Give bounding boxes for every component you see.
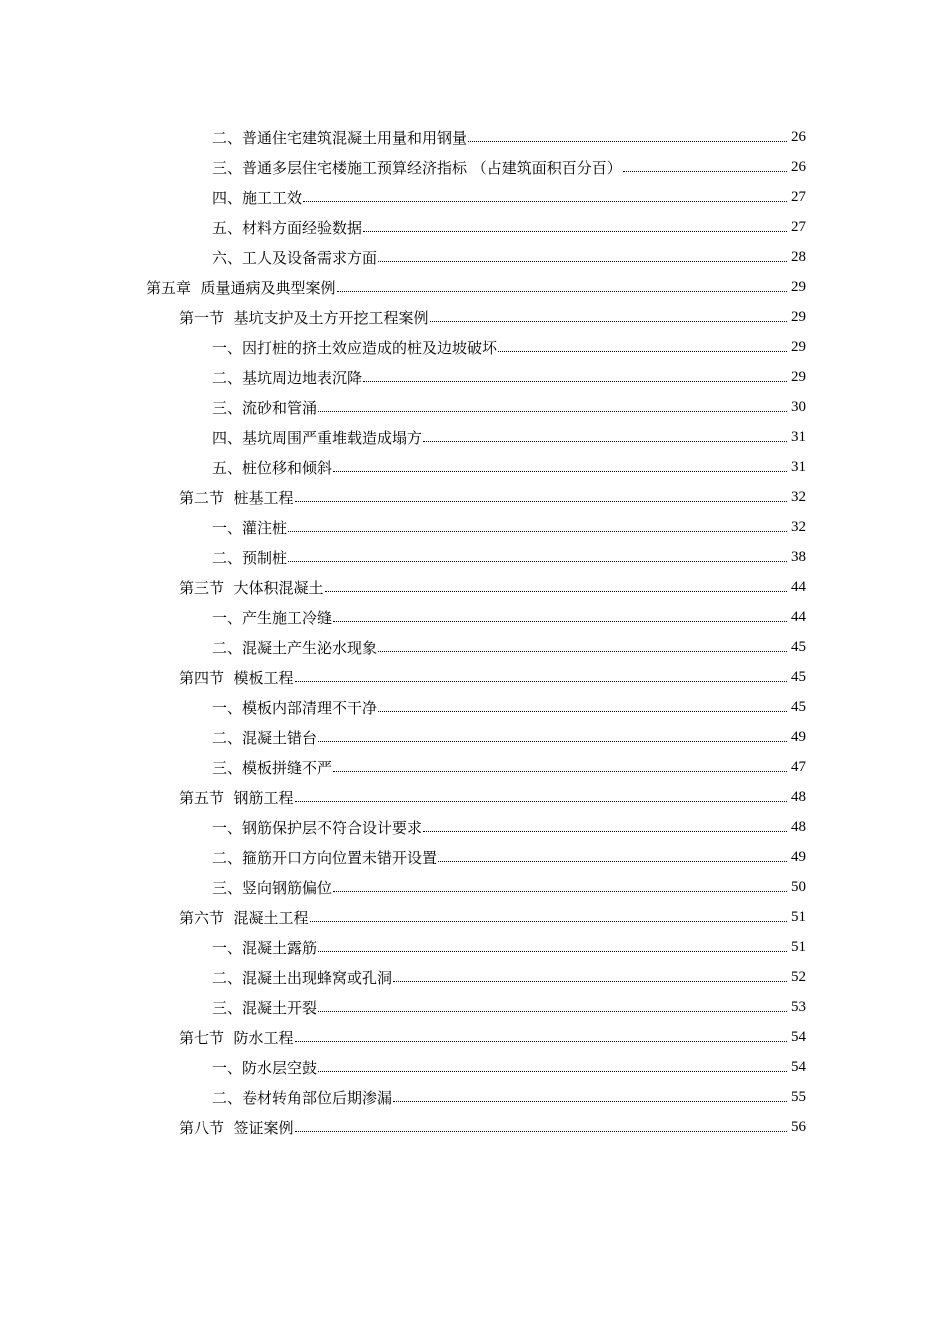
toc-subsection-entry[interactable] xyxy=(0,332,806,362)
toc-entry-title: 一、防水层空鼓 xyxy=(212,1058,318,1077)
toc-subsection-entry[interactable] xyxy=(0,182,806,212)
toc-section-entry[interactable] xyxy=(0,482,806,512)
toc-entry-title: 四、基坑周围严重堆载造成塌方 xyxy=(212,428,423,447)
toc-entry-title: 二、基坑周边地表沉降 xyxy=(212,368,363,387)
toc-dot-leader xyxy=(318,996,787,1012)
toc-subsection-entry[interactable] xyxy=(0,1082,806,1112)
toc-subsection-entry[interactable] xyxy=(0,932,806,962)
toc-section-entry[interactable] xyxy=(0,1022,806,1052)
toc-dot-leader xyxy=(288,546,787,562)
toc-entry-title: 二、普通住宅建筑混凝土用量和用钢量 xyxy=(212,128,468,147)
toc-page-number: 32 xyxy=(791,518,806,535)
toc-subsection-entry[interactable] xyxy=(0,752,806,782)
toc-entry-title: 二、混凝土错台 xyxy=(212,728,318,747)
toc-subsection-entry[interactable] xyxy=(0,992,806,1022)
toc-entry-title: 五、材料方面经验数据 xyxy=(212,218,363,237)
toc-dot-leader xyxy=(378,696,787,712)
toc-page-number: 30 xyxy=(791,398,806,415)
toc-subsection-entry[interactable] xyxy=(0,812,806,842)
toc-section-entry[interactable] xyxy=(0,572,806,602)
toc-entry-title: 第五章 质量通病及典型案例 xyxy=(146,278,336,297)
toc-subsection-entry[interactable] xyxy=(0,152,806,182)
toc-subsection-entry[interactable] xyxy=(0,422,806,452)
toc-entry-title: 三、普通多层住宅楼施工预算经济指标 （占建筑面积百分百） xyxy=(212,158,622,177)
toc-page-number: 29 xyxy=(791,338,806,355)
toc-page-number: 32 xyxy=(791,488,806,505)
toc-page-number: 54 xyxy=(791,1058,806,1075)
toc-page-number: 28 xyxy=(791,248,806,265)
toc-entry-title: 一、钢筋保护层不符合设计要求 xyxy=(212,818,423,837)
toc-entry-title: 一、模板内部清理不干净 xyxy=(212,698,378,717)
toc-page-number: 45 xyxy=(791,698,806,715)
toc-page-number: 48 xyxy=(791,818,806,835)
toc-dot-leader xyxy=(310,906,787,922)
toc-dot-leader xyxy=(295,1026,787,1042)
toc-page-number: 45 xyxy=(791,638,806,655)
toc-dot-leader xyxy=(333,876,787,892)
toc-section-entry[interactable] xyxy=(0,782,806,812)
toc-subsection-entry[interactable] xyxy=(0,392,806,422)
toc-entry-title: 一、因打桩的挤土效应造成的桩及边坡破坏 xyxy=(212,338,498,357)
toc-entry-title: 四、施工工效 xyxy=(212,188,303,207)
toc-subsection-entry[interactable] xyxy=(0,512,806,542)
toc-dot-leader xyxy=(318,726,787,742)
toc-entry-title: 二、箍筋开口方向位置未错开设置 xyxy=(212,848,438,867)
toc-entry-title: 二、预制桩 xyxy=(212,548,288,567)
toc-entry-title: 六、工人及设备需求方面 xyxy=(212,248,378,267)
toc-entry-title: 三、流砂和管涌 xyxy=(212,398,318,417)
toc-dot-leader xyxy=(363,216,787,232)
toc-subsection-entry[interactable] xyxy=(0,692,806,722)
toc-entry-title: 第七节 防水工程 xyxy=(179,1028,294,1047)
toc-section-entry[interactable] xyxy=(0,662,806,692)
toc-page-number: 31 xyxy=(791,458,806,475)
toc-dot-leader xyxy=(423,816,787,832)
toc-entry-title: 五、桩位移和倾斜 xyxy=(212,458,333,477)
toc-dot-leader xyxy=(438,846,787,862)
toc-dot-leader xyxy=(393,1086,787,1102)
toc-subsection-entry[interactable] xyxy=(0,362,806,392)
toc-entry-title: 第八节 签证案例 xyxy=(179,1118,294,1137)
toc-page-number: 29 xyxy=(791,368,806,385)
toc-page-number: 29 xyxy=(791,308,806,325)
toc-dot-leader xyxy=(295,486,787,502)
toc-dot-leader xyxy=(498,336,787,352)
toc-page-number: 51 xyxy=(791,938,806,955)
toc-entry-title: 第一节 基坑支护及土方开挖工程案例 xyxy=(179,308,429,327)
toc-section-entry[interactable] xyxy=(0,1112,806,1142)
toc-subsection-entry[interactable] xyxy=(0,842,806,872)
toc-subsection-entry[interactable] xyxy=(0,632,806,662)
toc-entry-title: 第五节 钢筋工程 xyxy=(179,788,294,807)
toc-page-number: 45 xyxy=(791,668,806,685)
toc-dot-leader xyxy=(295,1116,787,1132)
toc-page-number: 38 xyxy=(791,548,806,565)
toc-page-number: 26 xyxy=(791,128,806,145)
toc-subsection-entry[interactable] xyxy=(0,1052,806,1082)
toc-dot-leader xyxy=(430,306,787,322)
toc-entry-title: 二、卷材转角部位后期渗漏 xyxy=(212,1088,393,1107)
toc-page-number: 26 xyxy=(791,158,806,175)
toc-page-number: 31 xyxy=(791,428,806,445)
toc-entry-title: 第六节 混凝土工程 xyxy=(179,908,309,927)
toc-dot-leader xyxy=(325,576,787,592)
toc-subsection-entry[interactable] xyxy=(0,962,806,992)
toc-page-number: 54 xyxy=(791,1028,806,1045)
toc-dot-leader xyxy=(393,966,787,982)
toc-subsection-entry[interactable] xyxy=(0,872,806,902)
toc-page-number: 56 xyxy=(791,1118,806,1135)
toc-entry-title: 三、模板拼缝不严 xyxy=(212,758,333,777)
toc-dot-leader xyxy=(288,516,787,532)
toc-dot-leader xyxy=(378,636,787,652)
toc-entry-title: 二、混凝土出现蜂窝或孔洞 xyxy=(212,968,393,987)
toc-entry-title: 二、混凝土产生泌水现象 xyxy=(212,638,378,657)
toc-subsection-entry[interactable] xyxy=(0,212,806,242)
toc-entry-title: 第二节 桩基工程 xyxy=(179,488,294,507)
toc-dot-leader xyxy=(468,126,787,142)
toc-dot-leader xyxy=(303,186,787,202)
toc-page-number: 48 xyxy=(791,788,806,805)
toc-dot-leader xyxy=(318,396,787,412)
toc-page-number: 27 xyxy=(791,218,806,235)
toc-dot-leader xyxy=(318,1056,787,1072)
toc-entry-title: 一、灌注桩 xyxy=(212,518,288,537)
toc-section-entry[interactable] xyxy=(0,302,806,332)
toc-page-number: 44 xyxy=(791,578,806,595)
toc-chapter-entry[interactable] xyxy=(0,272,806,302)
toc-page-number: 49 xyxy=(791,728,806,745)
toc-dot-leader xyxy=(333,456,787,472)
toc-page-number: 44 xyxy=(791,608,806,625)
toc-entry-title: 一、混凝土露筋 xyxy=(212,938,318,957)
toc-page-number: 27 xyxy=(791,188,806,205)
toc-page-number: 50 xyxy=(791,878,806,895)
toc-entry-title: 三、混凝土开裂 xyxy=(212,998,318,1017)
toc-page-number: 53 xyxy=(791,998,806,1015)
toc-entry-title: 第四节 模板工程 xyxy=(179,668,294,687)
toc-dot-leader xyxy=(423,426,787,442)
toc-dot-leader xyxy=(378,246,787,262)
toc-page-number: 52 xyxy=(791,968,806,985)
toc-dot-leader xyxy=(333,606,787,622)
toc-page-number: 55 xyxy=(791,1088,806,1105)
toc-section-entry[interactable] xyxy=(0,902,806,932)
toc-subsection-entry[interactable] xyxy=(0,602,806,632)
toc-dot-leader xyxy=(333,756,787,772)
toc-dot-leader xyxy=(318,936,787,952)
table-of-contents xyxy=(0,122,950,1142)
toc-subsection-entry[interactable] xyxy=(0,122,806,152)
toc-entry-title: 第三节 大体积混凝土 xyxy=(179,578,324,597)
toc-page-number: 51 xyxy=(791,908,806,925)
toc-entry-title: 一、产生施工冷缝 xyxy=(212,608,333,627)
toc-page-number: 47 xyxy=(791,758,806,775)
toc-page-number: 29 xyxy=(791,278,806,295)
toc-dot-leader xyxy=(363,366,787,382)
toc-subsection-entry[interactable] xyxy=(0,242,806,272)
toc-dot-leader xyxy=(295,786,787,802)
toc-page-number: 49 xyxy=(791,848,806,865)
toc-subsection-entry[interactable] xyxy=(0,452,806,482)
toc-subsection-entry[interactable] xyxy=(0,542,806,572)
toc-dot-leader xyxy=(623,156,787,172)
toc-subsection-entry[interactable] xyxy=(0,722,806,752)
toc-dot-leader xyxy=(295,666,787,682)
toc-dot-leader xyxy=(337,276,787,292)
toc-entry-title: 三、竖向钢筋偏位 xyxy=(212,878,333,897)
